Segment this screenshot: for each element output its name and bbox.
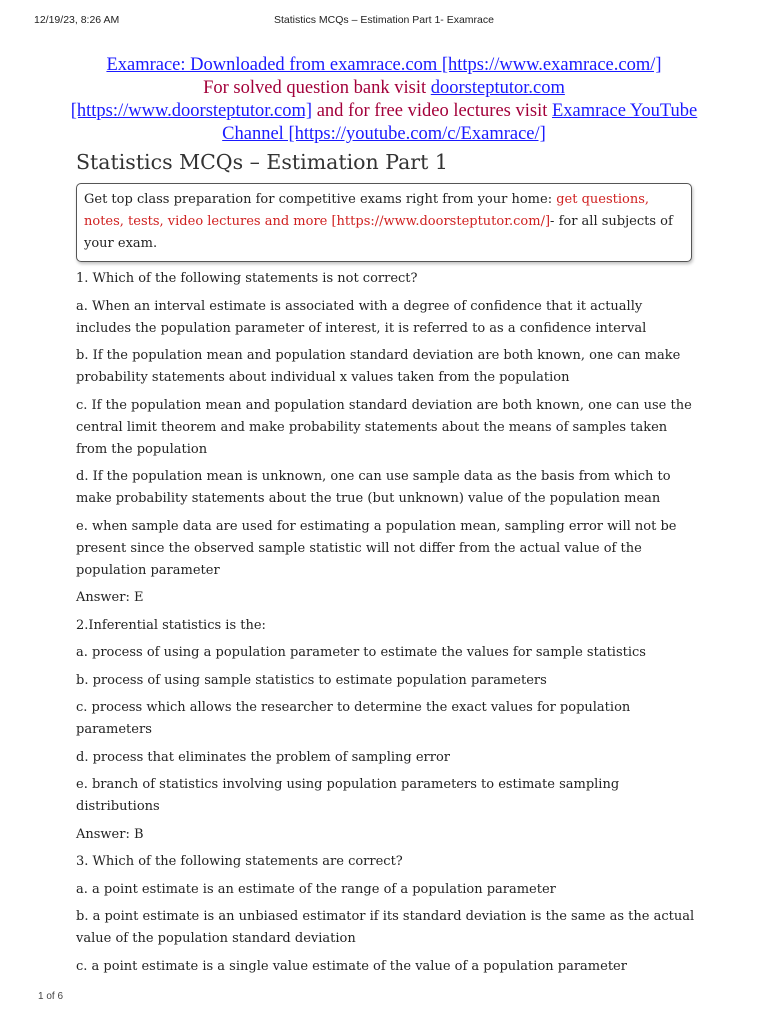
examrace-link[interactable]: Examrace: Downloaded from examrace.com [https://www.examrace.com/] [106,55,662,75]
page-title: Statistics MCQs – Estimation Part 1 [76,150,448,174]
promo-link[interactable]: get questions, notes, tests, video lectures and more [https://www.doorsteptutor.com/] [84,192,650,229]
option-text: d. If the population mean is unknown, one can use sample data as the basis from which to make probability statements about the true (but unknown) value of the population mean [76,469,671,506]
option-text: b. If the population mean and population standard deviation are both known, one can make probability statements about individual x values taken from the population [76,348,681,385]
option-text: a. process of using a population parameter to estimate the values for sample statistics [76,645,646,660]
source-banner [60,54,708,146]
question-text: 3. Which of the following statements are correct? [76,854,403,869]
print-datetime: 12/19/23, 8:26 AM [34,14,120,26]
option-text: e. branch of statistics involving using population parameters to estimate sampling distributions [76,777,620,814]
answer-text: Answer: E [76,590,144,605]
question-text: 2.Inferential statistics is the: [76,617,266,633]
question-text: 1. Which of the following statements is not correct? [76,271,418,286]
video-text: and for free video lectures visit [312,101,552,121]
option-text: b. a point estimate is an unbiased estimator if its standard deviation is the same as the actual value of the population standard deviation [76,909,695,946]
question-content [76,268,696,983]
doorsteptutor-url-link[interactable]: [https://www.doorsteptutor.com] [70,101,313,121]
option-text: c. a point estimate is a single value estimate of the value of a population parameter [76,958,627,974]
option-text: a. a point estimate is an estimate of the range of a population parameter [76,881,556,897]
print-title: Statistics MCQs – Estimation Part 1- Examrace [274,14,494,26]
answer-text: Answer: B [76,826,144,842]
doorsteptutor-link[interactable]: doorsteptutor.com [430,78,565,98]
promo-text: Get top class preparation for competitive exams right from your home: [84,192,557,207]
option-text: a. When an interval estimate is associated with a degree of confidence that it actually includes the population parameter of interest, it is referred to as a confidence interval [76,298,647,336]
option-text: c. process which allows the researcher to determine the exact values for population parameters [76,700,631,737]
solved-prefix: For solved question bank visit [203,78,431,98]
option-text: d. process that eliminates the problem of sampling error [76,749,451,765]
promo-text-after: - for all subjects of your exam. [84,214,673,251]
option-text: e. when sample data are used for estimating a population mean, sampling error will not be present since the observed sample statistic will not differ from the actual value of the population parameter [76,518,677,578]
option-text: c. If the population mean and population standard deviation are both known, one can use the central limit theorem and make probability statements about the means of samples taken from the population [76,397,692,457]
promo-box [76,183,692,262]
page-number: 1 of 6 [38,991,64,1002]
option-text: b. process of using sample statistics to estimate population parameters [76,672,547,688]
print-header [0,14,768,30]
youtube-link[interactable]: Examrace YouTube Channel [https://youtube.com/c/Examrace/] [222,101,698,144]
